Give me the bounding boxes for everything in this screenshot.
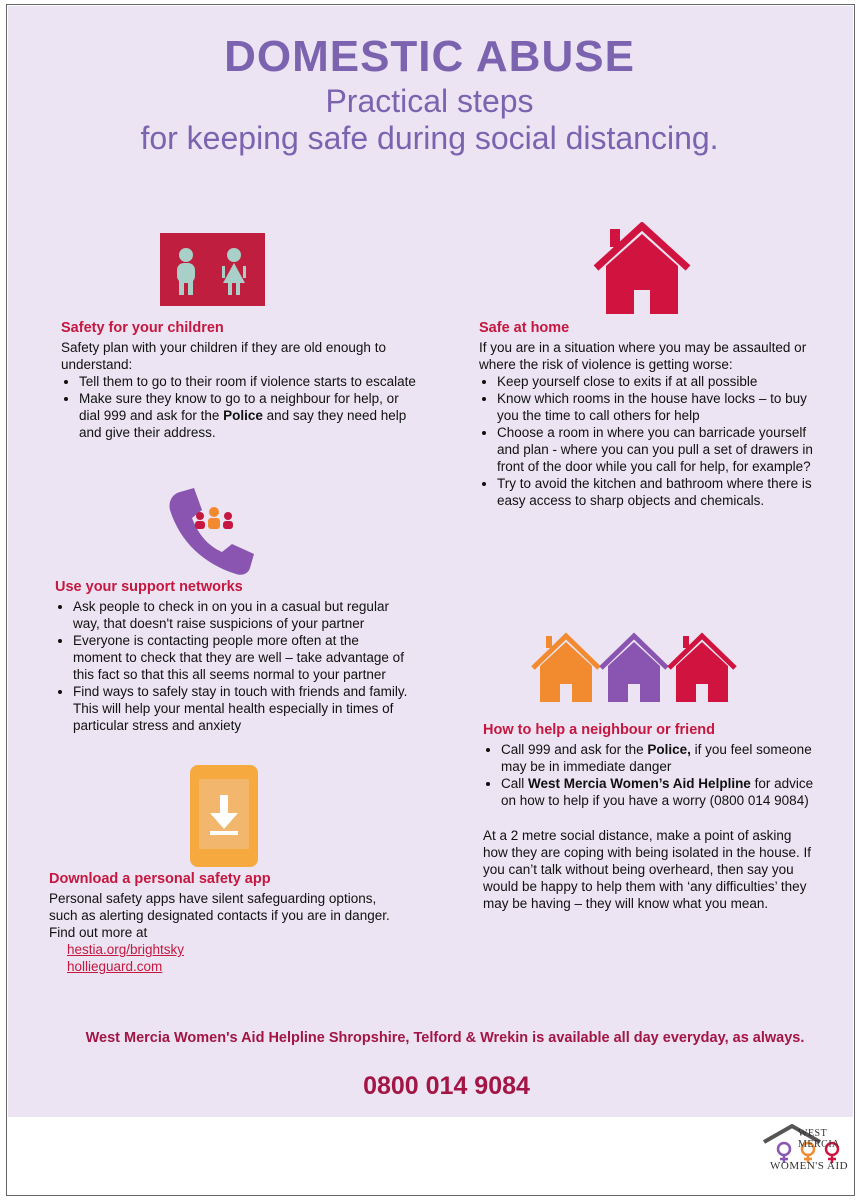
home-heading: Safe at home <box>479 320 570 336</box>
phone-icon <box>166 488 258 576</box>
list-item: • Call 999 and ask for the Police, if you feel someone may be in immediate danger <box>501 741 818 775</box>
support-heading: Use your support networks <box>55 579 243 595</box>
app-heading: Download a personal safety app <box>49 871 271 887</box>
page-subtitle-line1: Practical steps <box>325 83 534 119</box>
list-item: • Everyone is contacting people more often at the moment to check that they are well – take advantage of this fact so that this all seems normal to your partner <box>73 632 410 683</box>
children-heading: Safety for your children <box>61 320 224 336</box>
list-item: • Ask people to check in on you in a casual but regular way, that doesn't raise suspicions of your partner <box>73 598 410 632</box>
helpline-phone: 0800 014 9084 <box>363 1072 530 1100</box>
brightsky-link[interactable]: hestia.org/brightsky <box>67 942 185 957</box>
list-item: • Try to avoid the kitchen and bathroom where there is easy access to sharp objects and chemicals. <box>497 475 821 509</box>
children-icon <box>160 233 265 306</box>
list-item: • Find ways to safely stay in touch with friends and family. This will help your mental health especially in times of particular stress and anxiety <box>73 683 410 734</box>
helpline-text: West Mercia Women's Aid Helpline Shropshire, Telford & Wrekin is available all day everyday, as always. <box>85 1030 805 1046</box>
neighbour-section <box>483 722 818 912</box>
list-item: • Keep yourself close to exits if at all possible <box>497 373 821 390</box>
logo-line1: WEST MERCIA <box>798 1128 840 1150</box>
home-section <box>479 320 821 509</box>
home-list <box>479 373 821 509</box>
house-icon <box>592 222 692 314</box>
list-item: • Know which rooms in the house have locks – to buy you the time to call others for help <box>497 390 821 424</box>
hollieguard-link[interactable]: hollieguard.com <box>67 959 163 974</box>
home-intro: If you are in a situation where you may be assaulted or where the risk of violence is getting worse: <box>479 340 807 372</box>
children-intro: Safety plan with your children if they are old enough to understand: <box>61 340 386 372</box>
list-item: • Make sure they know to go to a neighbour for help, or dial 999 and ask for the Police and say they need help and give their address. <box>79 390 416 441</box>
app-text: Personal safety apps have silent safeguarding options, such as alerting designated contacts if you are in danger. Find out more at <box>49 891 390 940</box>
list-item: • Call West Mercia Women’s Aid Helpline for advice on how to help if you have a worry (0800 014 9084) <box>501 775 818 809</box>
list-item: • Choose a room in where you can barricade yourself and plan - where you can you pull a set of drawers in front of the door while you call for help, for example? <box>497 424 821 475</box>
phone-download-icon <box>190 765 258 867</box>
support-list <box>55 598 410 734</box>
logo-line2: WOMEN'S AID <box>770 1160 849 1172</box>
list-item: • Tell them to go to their room if violence starts to escalate <box>79 373 416 390</box>
children-list <box>61 373 416 441</box>
page-subtitle-line2: for keeping safe during social distancing. <box>140 120 719 156</box>
neighbour-list <box>483 741 818 809</box>
neighbour-heading: How to help a neighbour or friend <box>483 722 715 738</box>
neighbour-paragraph: At a 2 metre social distance, make a point of asking how they are coping with being isolated in the house. If you can’t talk without being overheard, then say you would be happy to help them with ‘any difficulties’ they may be having – they will know what you mean. <box>483 828 811 911</box>
app-section <box>49 871 399 975</box>
houses-row-icon <box>530 630 740 704</box>
page-title: DOMESTIC ABUSE <box>224 32 635 81</box>
children-section <box>61 320 416 441</box>
support-section <box>55 579 410 734</box>
